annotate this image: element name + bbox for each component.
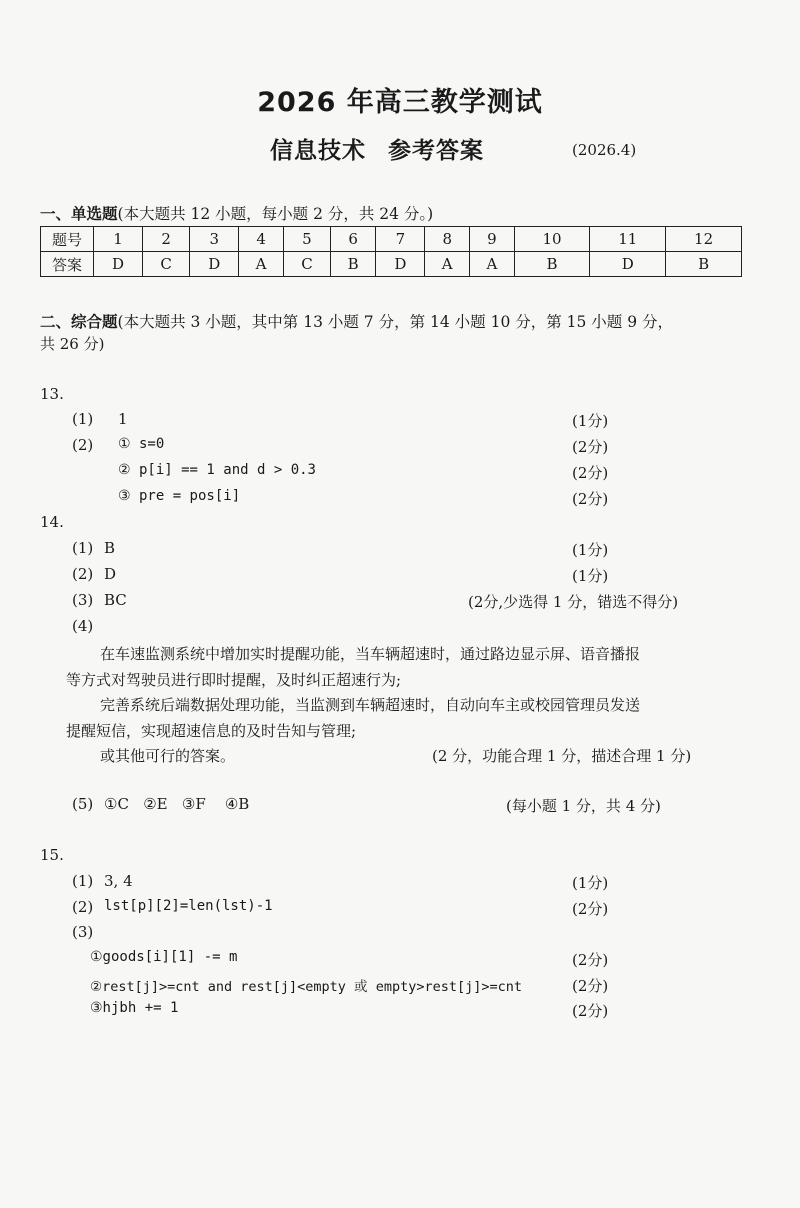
answer-cell: B bbox=[666, 252, 742, 277]
q15-q3-answer: ①goods[i][1] -= m bbox=[90, 949, 238, 965]
q14-answer: B bbox=[104, 539, 116, 557]
row-label-numbers: 题号 bbox=[41, 227, 94, 252]
q13-answer: ② p[i] == 1 and d > 0.3 bbox=[118, 462, 316, 478]
section1-heading bbox=[40, 202, 433, 224]
q14-q4-para2-line1: 完善系统后端数据处理功能，当监测到车辆超速时，自动向车主或校园管理员发送 bbox=[100, 696, 641, 714]
q13-answer: 1 bbox=[118, 410, 128, 428]
subtitle bbox=[270, 132, 484, 165]
answer-cell: B bbox=[514, 252, 590, 277]
q14-q4-para3: 或其他可行的答案。 bbox=[100, 747, 236, 765]
q13-score: (2分) bbox=[572, 438, 609, 456]
q13-score: (1分) bbox=[572, 412, 609, 430]
section2-heading bbox=[40, 310, 673, 332]
answer-cell: D bbox=[94, 252, 143, 277]
subject-name: 信息技术 bbox=[270, 138, 366, 164]
section2-desc-line2: 共 26 分) bbox=[40, 335, 105, 353]
q14-score: (1分) bbox=[572, 541, 609, 559]
question-number: 6 bbox=[330, 227, 375, 252]
q14-score: (2分,少选得 1 分，错选不得分) bbox=[468, 593, 679, 611]
q14-number: 14. bbox=[40, 513, 64, 531]
q14-score: (1分) bbox=[572, 567, 609, 585]
question-number: 3 bbox=[190, 227, 239, 252]
question-number: 12 bbox=[666, 227, 742, 252]
q15-number: 15. bbox=[40, 846, 64, 864]
question-number: 8 bbox=[425, 227, 470, 252]
answer-cell: A bbox=[239, 252, 284, 277]
answer-table bbox=[40, 226, 742, 277]
table-row-numbers bbox=[41, 227, 742, 252]
q14-label: (2) bbox=[72, 565, 94, 583]
answer-cell: D bbox=[590, 252, 666, 277]
q14-answer: D bbox=[104, 565, 117, 583]
q14-q4-para1-line1: 在车速监测系统中增加实时提醒功能，当车辆超速时，通过路边显示屏、语音播报 bbox=[100, 645, 641, 663]
q14-q4-label: (4) bbox=[72, 617, 94, 635]
table-row-answers bbox=[41, 252, 742, 277]
answer-cell: D bbox=[376, 252, 425, 277]
q13-answer: ① s=0 bbox=[118, 436, 165, 452]
question-number: 10 bbox=[514, 227, 590, 252]
q15-q3-answer: ③hjbh += 1 bbox=[90, 1000, 179, 1016]
q15-score: (1分) bbox=[572, 874, 609, 892]
answer-cell: A bbox=[425, 252, 470, 277]
q14-answer: BC bbox=[104, 591, 127, 609]
q15-label: (2) bbox=[72, 898, 94, 916]
answer-cell: B bbox=[330, 252, 375, 277]
q14-label: (3) bbox=[72, 591, 94, 609]
q14-label: (1) bbox=[72, 539, 94, 557]
q13-score: (2分) bbox=[572, 464, 609, 482]
answer-cell: C bbox=[143, 252, 190, 277]
q14-q5-label: (5) bbox=[72, 795, 94, 813]
q15-q3-score: (2分) bbox=[572, 977, 609, 995]
q15-q3-answer: ②rest[j]>=cnt and rest[j]<empty 或 empty>rest[j]>=cnt bbox=[90, 979, 522, 995]
question-number: 7 bbox=[376, 227, 425, 252]
section2-desc-line1: (本大题共 3 小题，其中第 13 小题 7 分，第 14 小题 10 分，第 15 小题 9 分， bbox=[117, 313, 674, 331]
q13-number: 13. bbox=[40, 385, 64, 403]
question-number: 9 bbox=[470, 227, 515, 252]
question-number: 5 bbox=[283, 227, 330, 252]
q15-q3-score: (2分) bbox=[572, 1002, 609, 1020]
q15-q3-label: (3) bbox=[72, 923, 94, 941]
question-number: 4 bbox=[239, 227, 284, 252]
section2-title: 二、综合题 bbox=[40, 312, 118, 331]
q14-q5-answer: ①C ②E ③F ④B bbox=[104, 795, 250, 813]
q14-q4-score: (2 分，功能合理 1 分，描述合理 1 分) bbox=[432, 747, 692, 765]
q13-label: (2) bbox=[72, 436, 94, 454]
q15-answer: 3, 4 bbox=[104, 872, 133, 890]
q15-label: (1) bbox=[72, 872, 94, 890]
question-number: 1 bbox=[94, 227, 143, 252]
document-kind: 参考答案 bbox=[388, 138, 484, 164]
q15-answer: lst[p][2]=len(lst)-1 bbox=[104, 898, 273, 914]
answer-cell: D bbox=[190, 252, 239, 277]
q13-answer: ③ pre = pos[i] bbox=[118, 488, 241, 504]
answer-cell: C bbox=[283, 252, 330, 277]
q15-score: (2分) bbox=[572, 900, 609, 918]
q14-q5-score: (每小题 1 分，共 4 分) bbox=[506, 797, 661, 815]
q14-q4-para2-line2: 提醒短信，实现超速信息的及时告知与管理; bbox=[66, 722, 357, 740]
q15-q3-score: (2分) bbox=[572, 951, 609, 969]
exam-date: (2026.4) bbox=[572, 141, 637, 159]
q13-score: (2分) bbox=[572, 490, 609, 508]
section1-title: 一、单选题 bbox=[40, 204, 118, 223]
answer-cell: A bbox=[470, 252, 515, 277]
question-number: 2 bbox=[143, 227, 190, 252]
question-number: 11 bbox=[590, 227, 666, 252]
q13-label: (1) bbox=[72, 410, 94, 428]
row-label-answers: 答案 bbox=[41, 252, 94, 277]
section1-desc: (本大题共 12 小题，每小题 2 分，共 24 分。) bbox=[117, 205, 434, 223]
q14-q4-para1-line2: 等方式对驾驶员进行即时提醒，及时纠正超速行为; bbox=[66, 671, 402, 689]
page-title: 2026 年高三教学测试 bbox=[257, 87, 543, 118]
